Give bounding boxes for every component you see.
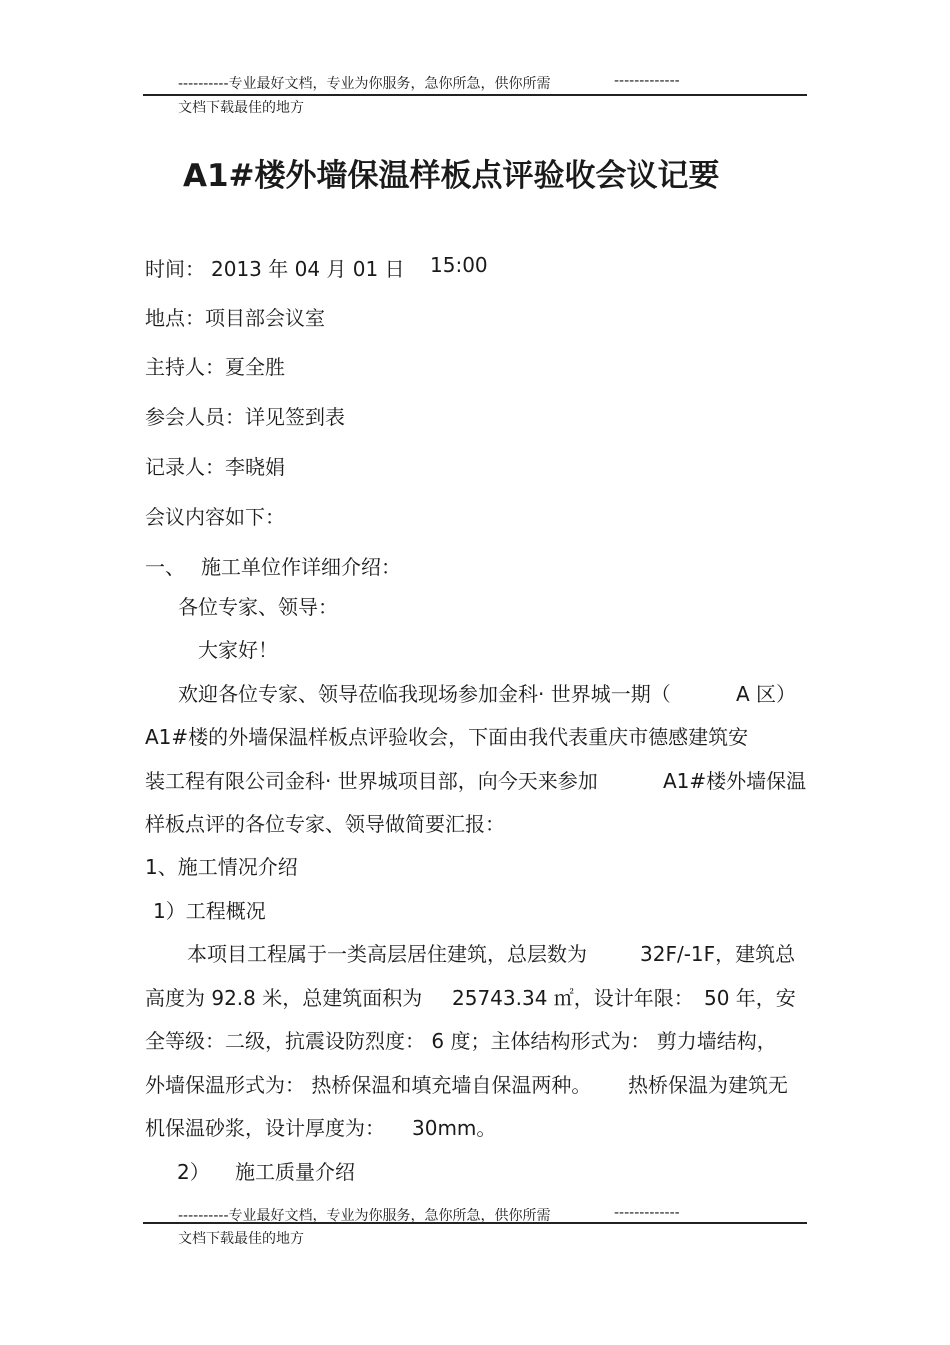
content-intro: 会议内容如下： xyxy=(145,505,285,529)
header-text: ----------专业最好文档，专业为你服务，急你所急，供你所需 xyxy=(178,76,551,92)
section-number: 一、 xyxy=(145,555,185,579)
document-title: A1#楼外墙保温样板点评验收会议记要 xyxy=(183,158,720,194)
paragraph-line: A1#楼的外墙保温样板点评验收会，下面由我代表重庆市德感建筑安 xyxy=(145,725,749,749)
footer-rule xyxy=(143,1222,807,1224)
paragraph-line: 50 年，安 xyxy=(704,986,796,1010)
paragraph-line: 本项目工程属于一类高层居住建筑，总层数为 xyxy=(187,942,587,966)
header-dashes: ------------- xyxy=(614,73,680,89)
time-date: 2013 年 04 月 01 日 xyxy=(211,257,405,281)
time-label: 时间： xyxy=(145,257,205,281)
time-clock: 15:00 xyxy=(430,253,488,277)
paragraph-line: 欢迎各位专家、领导莅临我现场参加金科· 世界城一期（ xyxy=(178,682,671,706)
meeting-host: 主持人：夏全胜 xyxy=(145,355,285,379)
paragraph-line: A 区） xyxy=(736,682,797,706)
meeting-attendees: 参会人员：详见签到表 xyxy=(145,405,345,429)
meeting-recorder: 记录人：李晓娟 xyxy=(145,455,285,479)
subsection-heading: 1）工程概况 xyxy=(153,899,266,923)
section-heading: 施工单位作详细介绍： xyxy=(201,555,401,579)
footer-text: ----------专业最好文档，专业为你服务，急你所急，供你所需 xyxy=(178,1208,551,1224)
subsection-number: 2） xyxy=(177,1160,210,1184)
meeting-place: 地点：项目部会议室 xyxy=(145,306,325,330)
paragraph-line: 装工程有限公司金科· 世界城项目部，向今天来参加 xyxy=(145,769,598,793)
greeting-line: 大家好！ xyxy=(198,638,278,662)
subsection-heading: 1、施工情况介绍 xyxy=(145,855,298,879)
footer-dashes: ------------- xyxy=(614,1205,680,1221)
paragraph-line: A1#楼外墙保温 xyxy=(663,769,807,793)
header-rule xyxy=(143,94,807,96)
footer-subtext: 文档下载最佳的地方 xyxy=(178,1231,304,1247)
paragraph-line: 高度为 92.8 米，总建筑面积为 xyxy=(145,986,423,1010)
subsection-heading: 施工质量介绍 xyxy=(235,1160,355,1184)
greeting-line: 各位专家、领导： xyxy=(178,595,338,619)
paragraph-line: 25743.34 ㎡，设计年限： xyxy=(452,986,694,1010)
paragraph-line: 机保温砂浆，设计厚度为： xyxy=(145,1116,385,1140)
paragraph-line: 样板点评的各位专家、领导做简要汇报： xyxy=(145,812,505,836)
paragraph-line: 外墙保温形式为： 热桥保温和填充墙自保温两种。 xyxy=(145,1073,592,1097)
paragraph-line: 全等级：二级，抗震设防烈度： 6 度；主体结构形式为： 剪力墙结构， xyxy=(145,1029,777,1053)
header-subtext: 文档下载最佳的地方 xyxy=(178,100,304,116)
paragraph-line: 热桥保温为建筑无 xyxy=(628,1073,788,1097)
paragraph-line: 32F/-1F，建筑总 xyxy=(640,942,796,966)
paragraph-line: 30mm。 xyxy=(412,1116,497,1140)
